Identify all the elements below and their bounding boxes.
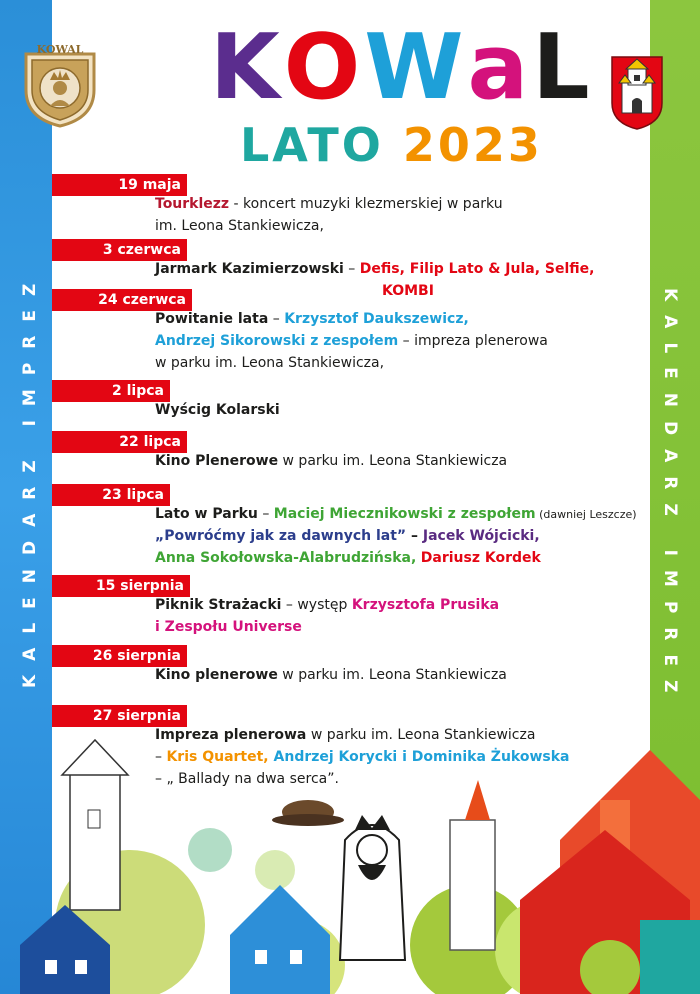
- title-letter-l: L: [532, 15, 594, 120]
- event-line: [155, 667, 507, 683]
- svg-text:KOWAL: KOWAL: [36, 43, 84, 56]
- event-line: [382, 283, 434, 299]
- event-text-segment: w parku im. Leona Stankiewicza: [277, 667, 507, 683]
- event-date-badge: 22 lipca: [52, 431, 187, 453]
- event-line: [155, 261, 594, 277]
- event-line: [155, 528, 540, 544]
- event-text-segment: –: [155, 749, 167, 765]
- event-text-segment: Andrzej Sikorowski z zespołem: [155, 333, 399, 349]
- decorative-town-illustration: [0, 720, 700, 994]
- event-text-segment: Kino Plenerowe: [155, 453, 279, 469]
- event-line: [155, 311, 469, 327]
- event-date-badge: 15 sierpnia: [52, 575, 190, 597]
- event-text-segment: Wyścig Kolarski: [155, 402, 280, 418]
- event-text-segment: i Zespołu Universe: [155, 619, 302, 635]
- event-line: [155, 597, 499, 613]
- event-text-segment: Lato w Parku: [155, 506, 258, 522]
- side-text-right: KALENDARZ IMPREZ: [660, 288, 680, 707]
- event-line: [155, 506, 637, 522]
- event-text-segment: w parku im. Leona Stankiewicza: [306, 727, 536, 743]
- event-text-segment: – występ: [281, 597, 352, 613]
- event-line: [155, 550, 541, 566]
- event-date-badge: 19 maja: [52, 174, 187, 196]
- side-text-left: KALENDARZ IMPREZ: [20, 269, 40, 688]
- event-line: [155, 196, 503, 212]
- event-text-segment: Jarmark Kazimierzowski: [155, 261, 344, 277]
- event-date-badge: 24 czerwca: [52, 289, 192, 311]
- title-letter-w: W: [364, 15, 468, 120]
- event-text-segment: Kino plenerowe: [155, 667, 278, 683]
- event-text-segment: – impreza plenerowa: [398, 333, 548, 349]
- event-text-segment: „Powróćmy jak za dawnych lat”: [155, 528, 407, 544]
- event-date-badge: 2 lipca: [52, 380, 170, 402]
- event-text-segment: w parku im. Leona Stankiewicza,: [155, 355, 385, 371]
- event-text-segment: im. Leona Stankiewicza,: [155, 218, 324, 234]
- event-text-segment: w parku im. Leona Stankiewicza: [278, 453, 508, 469]
- event-text-segment: Maciej Miecznikowski z zespołem: [273, 506, 536, 522]
- event-text-segment: –: [343, 261, 360, 277]
- subtitle-lato: LATO: [240, 118, 384, 172]
- event-line: [155, 619, 302, 635]
- event-text-segment: Powitanie lata: [155, 311, 269, 327]
- event-text-segment: Defis, Filip Lato & Jula, Selfie,: [359, 261, 595, 277]
- kowal-emblem-logo: [20, 40, 100, 128]
- event-text-segment: Krzysztofa Prusika: [351, 597, 500, 613]
- event-text-segment: –: [406, 528, 423, 544]
- event-text-segment: Anna Sokołowska-Alabrudzińska,: [155, 550, 417, 566]
- event-text-segment: – „ Ballady na dwa serca”.: [155, 771, 339, 787]
- event-text-segment: Piknik Strażacki: [155, 597, 282, 613]
- event-text-segment: –: [257, 506, 274, 522]
- event-text-segment: (dawniej Leszcze): [535, 508, 637, 521]
- event-text-segment: KOMBI: [382, 283, 434, 299]
- event-date-badge: 3 czerwca: [52, 239, 187, 261]
- event-text-segment: Krzysztof Daukszewicz,: [284, 311, 469, 327]
- event-date-badge: 26 sierpnia: [52, 645, 187, 667]
- page-title: [210, 15, 594, 120]
- event-text-segment: - koncert muzyki klezmerskiej w parku: [229, 196, 503, 212]
- event-line: [155, 453, 507, 469]
- event-text-segment: Tourklezz: [155, 196, 230, 212]
- title-letter-a: a: [467, 15, 533, 120]
- event-text-segment: Dariusz Kordek: [420, 550, 541, 566]
- event-text-segment: Kris Quartet,: [166, 749, 269, 765]
- event-text-segment: –: [268, 311, 285, 327]
- event-text-segment: Impreza plenerowa: [155, 727, 307, 743]
- page-subtitle: [240, 118, 543, 172]
- event-text-segment: Jacek Wójcicki,: [422, 528, 540, 544]
- event-line: [155, 333, 548, 349]
- title-letter-k: K: [210, 15, 284, 120]
- event-line: [155, 355, 384, 371]
- coat-of-arms-logo: [610, 55, 664, 130]
- event-date-badge: 23 lipca: [52, 484, 170, 506]
- event-line: [155, 218, 324, 234]
- event-text-segment: Andrzej Korycki i Dominika Żukowska: [268, 749, 570, 765]
- event-date-badge: 27 sierpnia: [52, 705, 187, 727]
- subtitle-year: 2023: [402, 118, 543, 172]
- event-line: [155, 402, 280, 418]
- title-letter-o: O: [283, 15, 365, 120]
